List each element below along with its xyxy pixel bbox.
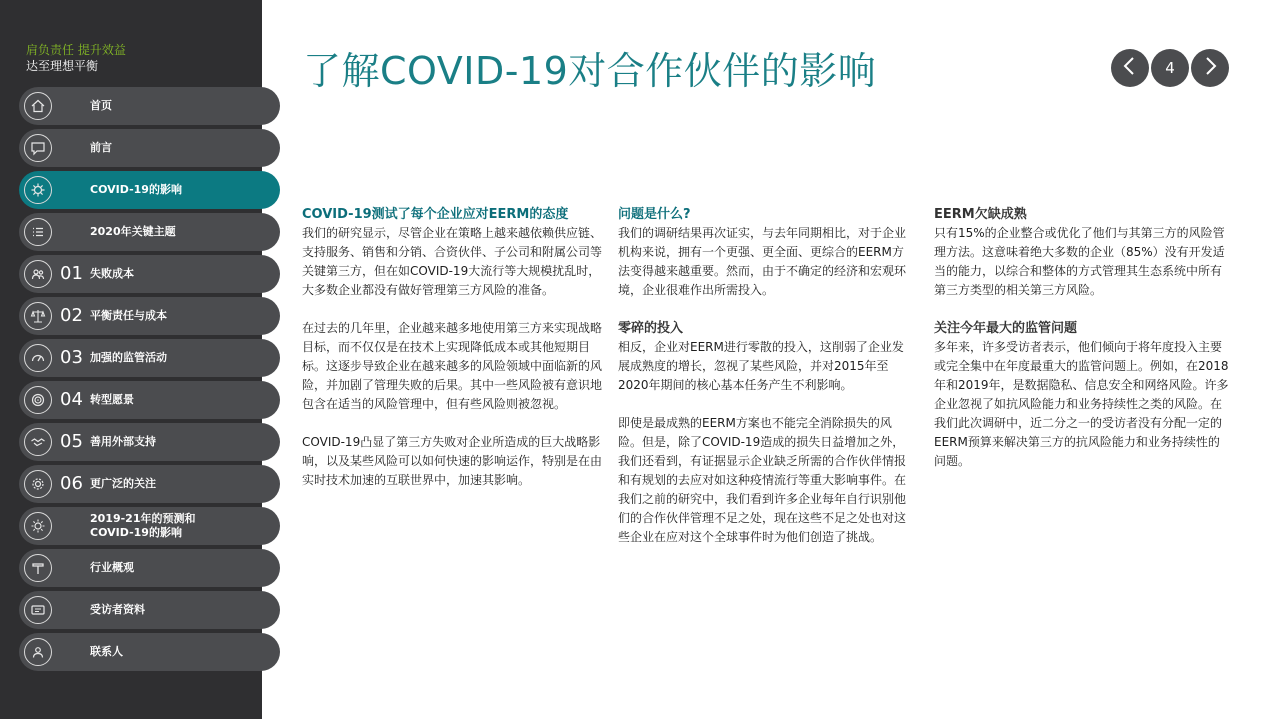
nav-label: 联系人 (90, 645, 123, 658)
nav-label: 更广泛的关注 (90, 477, 156, 490)
pushpin-icon (24, 554, 52, 582)
nav-label: 失败成本 (90, 267, 134, 280)
gauge-icon (24, 344, 52, 372)
nav-item-forecast[interactable] (19, 507, 280, 545)
nav-label: 平衡责任与成本 (90, 309, 167, 322)
nav-label: 行业概观 (90, 561, 134, 574)
people-icon (24, 260, 52, 288)
chevron-right-icon (1202, 56, 1218, 80)
nav-number: 06 (60, 473, 83, 494)
nav-label: 受访者资料 (90, 603, 145, 616)
paragraph: 只有15%的企业整合或优化了他们与其第三方的风险管理方法。这意味着绝大多数的企业（85%）没有开发适当的能力，以综合和整体的方式管理其生态系统中所有第三方类型的相关第三方风险。 (934, 226, 1225, 297)
nav-item-04[interactable] (19, 381, 280, 419)
nav-number: 01 (60, 263, 83, 284)
nav-label: 前言 (90, 141, 112, 154)
paragraph: 在过去的几年里，企业越来越多地使用第三方来实现战略目标，而不仅仅是在技术上实现降低成本或其他短期目标。这逐步导致企业在越来越多的风险领域中面临新的风险，并加剧了管理失败的后果。其中一些风险被有意识地包含在适当的风险管理中，但有些风险则被忽视。 (302, 321, 603, 411)
nav-item-home[interactable] (19, 87, 280, 125)
nav-item-contacts[interactable] (19, 633, 280, 671)
sun-icon (24, 512, 52, 540)
nav-number: 05 (60, 431, 83, 452)
paragraph: 即使是最成熟的EERM方案也不能完全消除损失的风险。但是，除了COVID-19造成的损失日益增加之外，我们还看到，有证据显示企业缺乏所需的合作伙伴情报和有规划的去应对如这种疫情流行等重大影响事件。在我们之前的研究中，我们看到许多企业每年自行识别他们的合作伙伴管理不足之处，现在这些不足之处也对这些企业在应对这个全球事件时为他们创造了挑战。 (618, 416, 907, 544)
nav-label: 善用外部支持 (90, 435, 156, 448)
page-title: 了解COVID-19对合作伙伴的影响 (303, 49, 877, 93)
nav-label: 2019-21年的预测和 COVID-19的影响 (90, 512, 196, 539)
list-icon (24, 218, 52, 246)
section-heading: 零碎的投入 (618, 321, 684, 336)
nav-number: 02 (60, 305, 83, 326)
paragraph: COVID-19凸显了第三方失败对企业所造成的巨大战略影响，以及某些风险可以如何快速的影响运作，特别是在由实时技术加速的互联世界中，加速其影响。 (302, 435, 603, 487)
prev-page-button[interactable] (1111, 49, 1149, 87)
nav-item-03[interactable] (19, 339, 280, 377)
sidebar (0, 0, 262, 719)
nav-number: 03 (60, 347, 83, 368)
scale-icon (24, 302, 52, 330)
page-number-badge: 4 (1151, 49, 1189, 87)
nav-item-01[interactable] (19, 255, 280, 293)
nav-label: 转型愿景 (90, 393, 134, 406)
nav-label: COVID-19的影响 (90, 183, 182, 196)
handshake-icon (24, 428, 52, 456)
gear-icon (24, 470, 52, 498)
nav-label: 2020年关键主题 (90, 225, 176, 238)
nav-label: 首页 (90, 99, 112, 112)
content-column-3 (934, 205, 1229, 490)
brand-tagline-2: 达至理想平衡 (26, 59, 99, 73)
nav-item-preface[interactable] (19, 129, 280, 167)
contact-icon (24, 638, 52, 666)
chevron-left-icon (1122, 56, 1138, 80)
section-heading: COVID-19测试了每个企业应对EERM的态度 (302, 207, 569, 222)
nav-item-key-themes[interactable] (19, 213, 280, 251)
target-icon (24, 386, 52, 414)
content-column-2 (618, 205, 913, 566)
nav-number: 04 (60, 389, 83, 410)
nav-item-respondents[interactable] (19, 591, 280, 629)
content-column-1 (302, 205, 602, 509)
next-page-button[interactable] (1191, 49, 1229, 87)
paragraph: 相反，企业对EERM进行零散的投入，这削弱了企业发展成熟度的增长，忽视了某些风险，并对2015年至2020年期间的核心基本任务产生不利影响。 (618, 340, 904, 392)
home-icon (24, 92, 52, 120)
nav-item-06[interactable] (19, 465, 280, 503)
brand (26, 42, 126, 74)
nav-item-industry[interactable] (19, 549, 280, 587)
section-heading: 问题是什么? (618, 207, 691, 222)
brand-tagline-1: 肩负责任 提升效益 (26, 43, 126, 57)
nav-item-02[interactable] (19, 297, 280, 335)
section-heading: 关注今年最大的监管问题 (934, 321, 1078, 336)
section-heading: EERM欠缺成熟 (934, 207, 1027, 222)
paragraph: 我们的研究显示，尽管企业在策略上越来越依赖供应链、支持服务、销售和分销、合资伙伴、子公司和附属公司等关键第三方，但在如COVID-19大流行等大规模扰乱时，大多数企业都没有做好管理第三方风险的准备。 (302, 226, 603, 297)
nav-item-05[interactable] (19, 423, 280, 461)
speech-bubble-icon (24, 134, 52, 162)
id-card-icon (24, 596, 52, 624)
virus-icon (24, 176, 52, 204)
nav-item-covid-impact[interactable] (19, 171, 280, 209)
nav-label: 加强的监管活动 (90, 351, 167, 364)
paragraph: 多年来，许多受访者表示，他们倾向于将年度投入主要或完全集中在年度最重大的监管问题上。例如，在2018年和2019年，是数据隐私、信息安全和网络风险。许多企业忽视了如抗风险能力和业务持续性之类的风险。在我们此次调研中，近二分之一的受访者没有分配一定的EERM预算来解决第三方的抗风险能力和业务持续性的问题。 (934, 340, 1229, 468)
paragraph: 我们的调研结果再次证实，与去年同期相比，对于企业机构来说，拥有一个更强、更全面、更综合的EERM方法变得越来越重要。然而，由于不确定的经济和宏观环境，企业很难作出所需投入。 (618, 226, 907, 297)
